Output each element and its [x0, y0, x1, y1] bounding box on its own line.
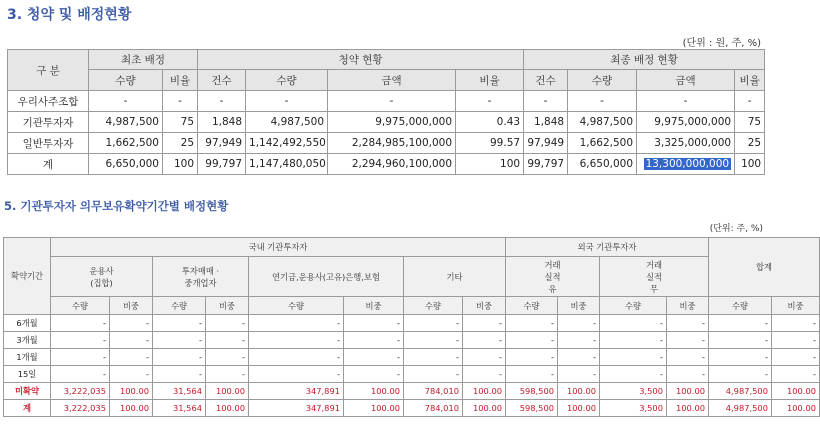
header-domestic: 국내 기관투자자 [51, 238, 506, 257]
header-quantity: 수량 [51, 297, 110, 315]
cell: - [249, 315, 344, 332]
cell: - [709, 349, 772, 366]
cell: 25 [163, 133, 198, 154]
cell: 100 [456, 154, 524, 175]
cell: 347,891 [249, 400, 344, 417]
header-count: 건수 [198, 70, 246, 91]
cell: 100.00 [344, 400, 404, 417]
cell: - [506, 315, 558, 332]
cell: - [772, 332, 820, 349]
cell: - [506, 349, 558, 366]
cell: 9,975,000,000 [328, 112, 456, 133]
cell: - [163, 91, 198, 112]
cell: - [558, 366, 600, 383]
row-label: 6개월 [4, 315, 51, 332]
cell: - [206, 315, 249, 332]
header-quantity: 수량 [568, 70, 637, 91]
header-asset-mgmt: 운용사 (집합) [51, 257, 153, 297]
cell: - [206, 332, 249, 349]
cell: - [772, 366, 820, 383]
cell: - [153, 366, 206, 383]
header-other: 기타 [404, 257, 506, 297]
cell: - [404, 315, 463, 332]
header-quantity: 수량 [709, 297, 772, 315]
header-pension: 연기금,운용사(고유)은행,보험 [249, 257, 404, 297]
cell: - [246, 91, 328, 112]
cell: - [110, 315, 153, 332]
table-row [4, 349, 820, 366]
cell: 100.00 [206, 383, 249, 400]
cell: 75 [163, 112, 198, 133]
cell: 100.00 [206, 400, 249, 417]
cell: 97,949 [524, 133, 568, 154]
header-total: 합계 [709, 238, 820, 297]
cell: - [463, 349, 506, 366]
header-quantity: 수량 [246, 70, 328, 91]
cell: - [667, 332, 709, 349]
cell: 100.00 [667, 400, 709, 417]
table-row-highlight [4, 400, 820, 417]
cell: - [51, 349, 110, 366]
cell: - [558, 349, 600, 366]
table-row [8, 133, 765, 154]
cell: 75 [735, 112, 765, 133]
cell: 100.00 [772, 400, 820, 417]
row-label: 미확약 [4, 383, 51, 400]
cell: 1,848 [198, 112, 246, 133]
cell: 4,987,500 [709, 400, 772, 417]
header-weight: 비중 [667, 297, 709, 315]
cell: - [110, 349, 153, 366]
cell: 4,987,500 [89, 112, 163, 133]
cell: 100 [735, 154, 765, 175]
cell: - [404, 349, 463, 366]
cell: 31,564 [153, 400, 206, 417]
cell: - [249, 332, 344, 349]
header-category: 구 분 [8, 50, 89, 91]
cell: - [558, 315, 600, 332]
cell: - [600, 315, 667, 332]
cell: - [637, 91, 735, 112]
cell: - [558, 332, 600, 349]
cell: - [344, 349, 404, 366]
cell: - [772, 349, 820, 366]
cell: 1,662,500 [568, 133, 637, 154]
header-weight: 비중 [110, 297, 153, 315]
cell: 3,222,035 [51, 400, 110, 417]
cell: 598,500 [506, 383, 558, 400]
cell: 1,662,500 [89, 133, 163, 154]
table-row [4, 366, 820, 383]
cell: 347,891 [249, 383, 344, 400]
header-weight: 비중 [558, 297, 600, 315]
cell: 6,650,000 [89, 154, 163, 175]
cell: - [153, 315, 206, 332]
cell: - [600, 366, 667, 383]
cell: - [404, 366, 463, 383]
cell: 100.00 [667, 383, 709, 400]
row-label: 계 [8, 154, 89, 175]
row-label: 기관투자자 [8, 112, 89, 133]
header-weight: 비중 [206, 297, 249, 315]
cell: 9,975,000,000 [637, 112, 735, 133]
section3-unit: (단위 : 원, 주, %) [682, 38, 761, 49]
header-quantity: 수량 [506, 297, 558, 315]
cell: 100.00 [772, 383, 820, 400]
cell: - [709, 366, 772, 383]
header-weight: 비중 [463, 297, 506, 315]
header-initial-allocation: 최초 배정 [89, 50, 198, 70]
cell: 3,500 [600, 383, 667, 400]
cell: - [524, 91, 568, 112]
cell: 598,500 [506, 400, 558, 417]
cell: - [506, 366, 558, 383]
header-period: 확약기간 [4, 238, 51, 315]
cell: - [344, 332, 404, 349]
cell: 100.00 [558, 383, 600, 400]
cell: 0.43 [456, 112, 524, 133]
cell: - [344, 315, 404, 332]
table-row-total [8, 154, 765, 175]
cell: 4,987,500 [568, 112, 637, 133]
cell: - [110, 332, 153, 349]
cell: - [667, 366, 709, 383]
cell: - [51, 366, 110, 383]
header-foreign: 외국 기관투자자 [506, 238, 709, 257]
cell: 99,797 [198, 154, 246, 175]
cell: 100.00 [558, 400, 600, 417]
cell: - [735, 91, 765, 112]
row-label: 계 [4, 400, 51, 417]
cell: 100.00 [110, 383, 153, 400]
cell: - [89, 91, 163, 112]
cell: 4,987,500 [246, 112, 328, 133]
section3-title: 3. 청약 및 배정현황 [7, 7, 132, 23]
cell: - [153, 332, 206, 349]
cell-selected[interactable] [637, 154, 735, 175]
row-label: 1개월 [4, 349, 51, 366]
lockup-allocation-table [3, 237, 820, 417]
header-without-record: 거래 실적 무 [600, 257, 709, 297]
cell: 100.00 [344, 383, 404, 400]
cell: 100.00 [463, 383, 506, 400]
cell: - [463, 366, 506, 383]
cell: - [110, 366, 153, 383]
cell: 99,797 [524, 154, 568, 175]
section5-title: 5. 기관투자자 의무보유확약기간별 배정현황 [4, 199, 229, 213]
cell: 100 [163, 154, 198, 175]
cell: - [198, 91, 246, 112]
header-ratio: 비율 [735, 70, 765, 91]
cell: - [463, 315, 506, 332]
cell: - [772, 315, 820, 332]
header-quantity: 수량 [89, 70, 163, 91]
cell: 100.00 [110, 400, 153, 417]
header-subscription-status: 청약 현황 [198, 50, 524, 70]
cell: - [404, 332, 463, 349]
cell: 6,650,000 [568, 154, 637, 175]
subscription-allocation-table [7, 49, 765, 175]
header-quantity: 수량 [249, 297, 344, 315]
row-label: 3개월 [4, 332, 51, 349]
cell: - [206, 366, 249, 383]
cell: 784,010 [404, 383, 463, 400]
cell: 1,142,492,550 [246, 133, 328, 154]
cell: 100.00 [463, 400, 506, 417]
cell: 1,147,480,050 [246, 154, 328, 175]
cell: 3,500 [600, 400, 667, 417]
cell: - [600, 349, 667, 366]
header-quantity: 수량 [404, 297, 463, 315]
cell: 2,294,960,100,000 [328, 154, 456, 175]
header-final-allocation: 최종 배정 현황 [524, 50, 765, 70]
cell: - [600, 332, 667, 349]
cell: - [249, 349, 344, 366]
selected-text[interactable]: 13,300,000,000 [645, 158, 730, 170]
cell: - [249, 366, 344, 383]
cell: 2,284,985,100,000 [328, 133, 456, 154]
cell: 31,564 [153, 383, 206, 400]
cell: - [328, 91, 456, 112]
header-amount: 금액 [328, 70, 456, 91]
header-ratio: 비율 [456, 70, 524, 91]
cell: - [709, 315, 772, 332]
row-label: 15일 [4, 366, 51, 383]
cell: - [709, 332, 772, 349]
header-weight: 비중 [344, 297, 404, 315]
header-quantity: 수량 [600, 297, 667, 315]
row-label: 일반투자자 [8, 133, 89, 154]
cell: - [51, 315, 110, 332]
header-investment-broker: 투자매매 · 중개업자 [153, 257, 249, 297]
cell: - [667, 349, 709, 366]
section5-unit: (단위: 주, %) [709, 224, 763, 234]
header-with-record: 거래 실적 유 [506, 257, 600, 297]
table-row [4, 315, 820, 332]
cell: - [153, 349, 206, 366]
table-row-highlight [4, 383, 820, 400]
header-weight: 비중 [772, 297, 820, 315]
cell: 99.57 [456, 133, 524, 154]
cell: 1,848 [524, 112, 568, 133]
cell: - [206, 349, 249, 366]
cell: 97,949 [198, 133, 246, 154]
cell: 3,325,000,000 [637, 133, 735, 154]
cell: - [667, 315, 709, 332]
cell: 784,010 [404, 400, 463, 417]
cell: - [51, 332, 110, 349]
cell: - [506, 332, 558, 349]
header-ratio: 비율 [163, 70, 198, 91]
table-row [8, 91, 765, 112]
cell: 3,222,035 [51, 383, 110, 400]
row-label: 우리사주조합 [8, 91, 89, 112]
table-row [8, 112, 765, 133]
cell: - [456, 91, 524, 112]
header-amount: 금액 [637, 70, 735, 91]
cell: 4,987,500 [709, 383, 772, 400]
header-count: 건수 [524, 70, 568, 91]
cell: - [568, 91, 637, 112]
cell: 25 [735, 133, 765, 154]
cell: - [463, 332, 506, 349]
cell: - [344, 366, 404, 383]
table-row [4, 332, 820, 349]
header-quantity: 수량 [153, 297, 206, 315]
